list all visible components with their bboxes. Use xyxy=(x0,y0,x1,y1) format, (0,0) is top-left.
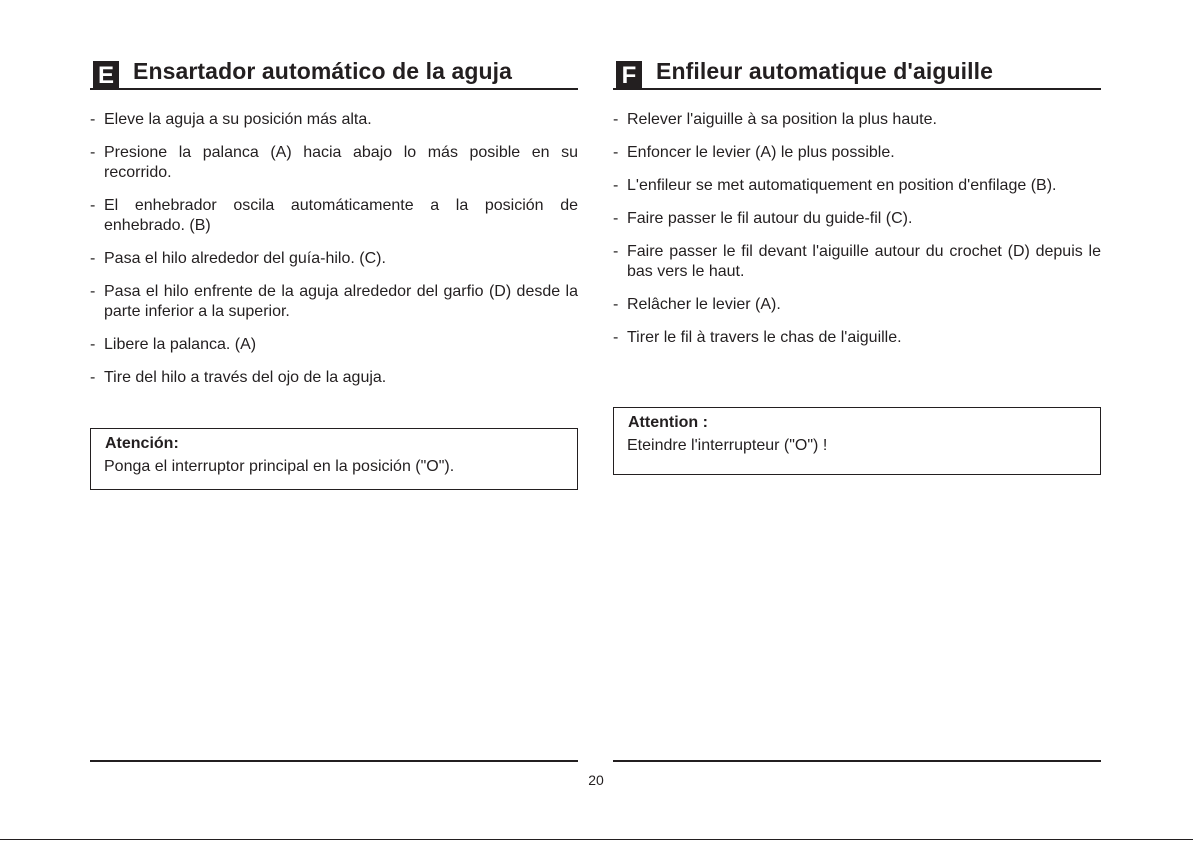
instruction-list xyxy=(613,110,1101,361)
section-header xyxy=(613,57,1101,90)
bullet-dash: - xyxy=(613,111,619,128)
section-title: Ensartador automático de la aguja xyxy=(133,58,513,84)
bullet-dash: - xyxy=(90,283,96,300)
instruction-item xyxy=(613,110,1101,130)
footer-rule-right xyxy=(613,760,1101,762)
instruction-text: Presione la palanca (A) hacia abajo lo más posible en su recorrido. xyxy=(104,144,578,181)
bullet-dash: - xyxy=(613,243,619,260)
instruction-item xyxy=(90,143,578,183)
bullet-dash: - xyxy=(90,336,96,353)
bullet-dash: - xyxy=(90,197,96,214)
instruction-item xyxy=(90,110,578,130)
instruction-text: Pasa el hilo alrededor del guía-hilo. (C). xyxy=(104,250,386,267)
caution-text: Ponga el interruptor principal en la posición ("O"). xyxy=(104,458,455,475)
bullet-dash: - xyxy=(90,369,96,386)
instruction-text: Enfoncer le levier (A) le plus possible. xyxy=(627,144,895,161)
instruction-text: Tire del hilo a través del ojo de la aguja. xyxy=(104,369,387,386)
bullet-dash: - xyxy=(613,210,619,227)
instruction-text: El enhebrador oscila automáticamente a la posición de enhebrado. (B) xyxy=(104,197,578,234)
language-badge: F xyxy=(616,61,642,89)
instruction-text: L'enfileur se met automatiquement en position d'enfilage (B). xyxy=(627,177,1057,194)
instruction-item xyxy=(613,209,1101,229)
instruction-item xyxy=(613,328,1101,348)
page-number: 20 xyxy=(588,772,604,788)
instruction-item xyxy=(613,176,1101,196)
instruction-item xyxy=(613,143,1101,163)
section-header xyxy=(90,57,578,90)
bullet-dash: - xyxy=(90,144,96,161)
bullet-dash: - xyxy=(613,177,619,194)
instruction-text: Libere la palanca. (A) xyxy=(104,336,257,353)
instruction-text: Tirer le fil à travers le chas de l'aiguille. xyxy=(627,329,902,346)
bullet-dash: - xyxy=(613,296,619,313)
bullet-dash: - xyxy=(90,250,96,267)
bullet-dash: - xyxy=(613,144,619,161)
instruction-text: Relâcher le levier (A). xyxy=(627,296,781,313)
instruction-list xyxy=(90,110,578,401)
instruction-text: Eleve la aguja a su posición más alta. xyxy=(104,111,372,128)
instruction-item xyxy=(90,249,578,269)
caution-box xyxy=(90,428,578,490)
instruction-text: Faire passer le fil devant l'aiguille autour du crochet (D) depuis le bas vers le haut. xyxy=(627,243,1101,280)
bullet-dash: - xyxy=(613,329,619,346)
caution-text: Eteindre l'interrupteur ("O") ! xyxy=(627,437,828,454)
footer-rule-left xyxy=(90,760,578,762)
instruction-item xyxy=(90,368,578,388)
instruction-text: Faire passer le fil autour du guide-fil (C). xyxy=(627,210,913,227)
caution-box xyxy=(613,407,1101,475)
language-badge: E xyxy=(93,61,119,89)
bullet-dash: - xyxy=(90,111,96,128)
caution-title: Atención: xyxy=(105,435,179,452)
instruction-item xyxy=(90,196,578,236)
caution-title: Attention : xyxy=(628,414,708,431)
instruction-text: Pasa el hilo enfrente de la aguja alrededor del garfio (D) desde la parte inferior a la superior. xyxy=(104,283,578,320)
instruction-item xyxy=(613,295,1101,315)
instruction-text: Relever l'aiguille à sa position la plus haute. xyxy=(627,111,937,128)
page-bottom-border xyxy=(0,839,1193,840)
section-title: Enfileur automatique d'aiguille xyxy=(656,58,993,84)
instruction-item xyxy=(90,335,578,355)
instruction-item xyxy=(613,242,1101,282)
instruction-item xyxy=(90,282,578,322)
